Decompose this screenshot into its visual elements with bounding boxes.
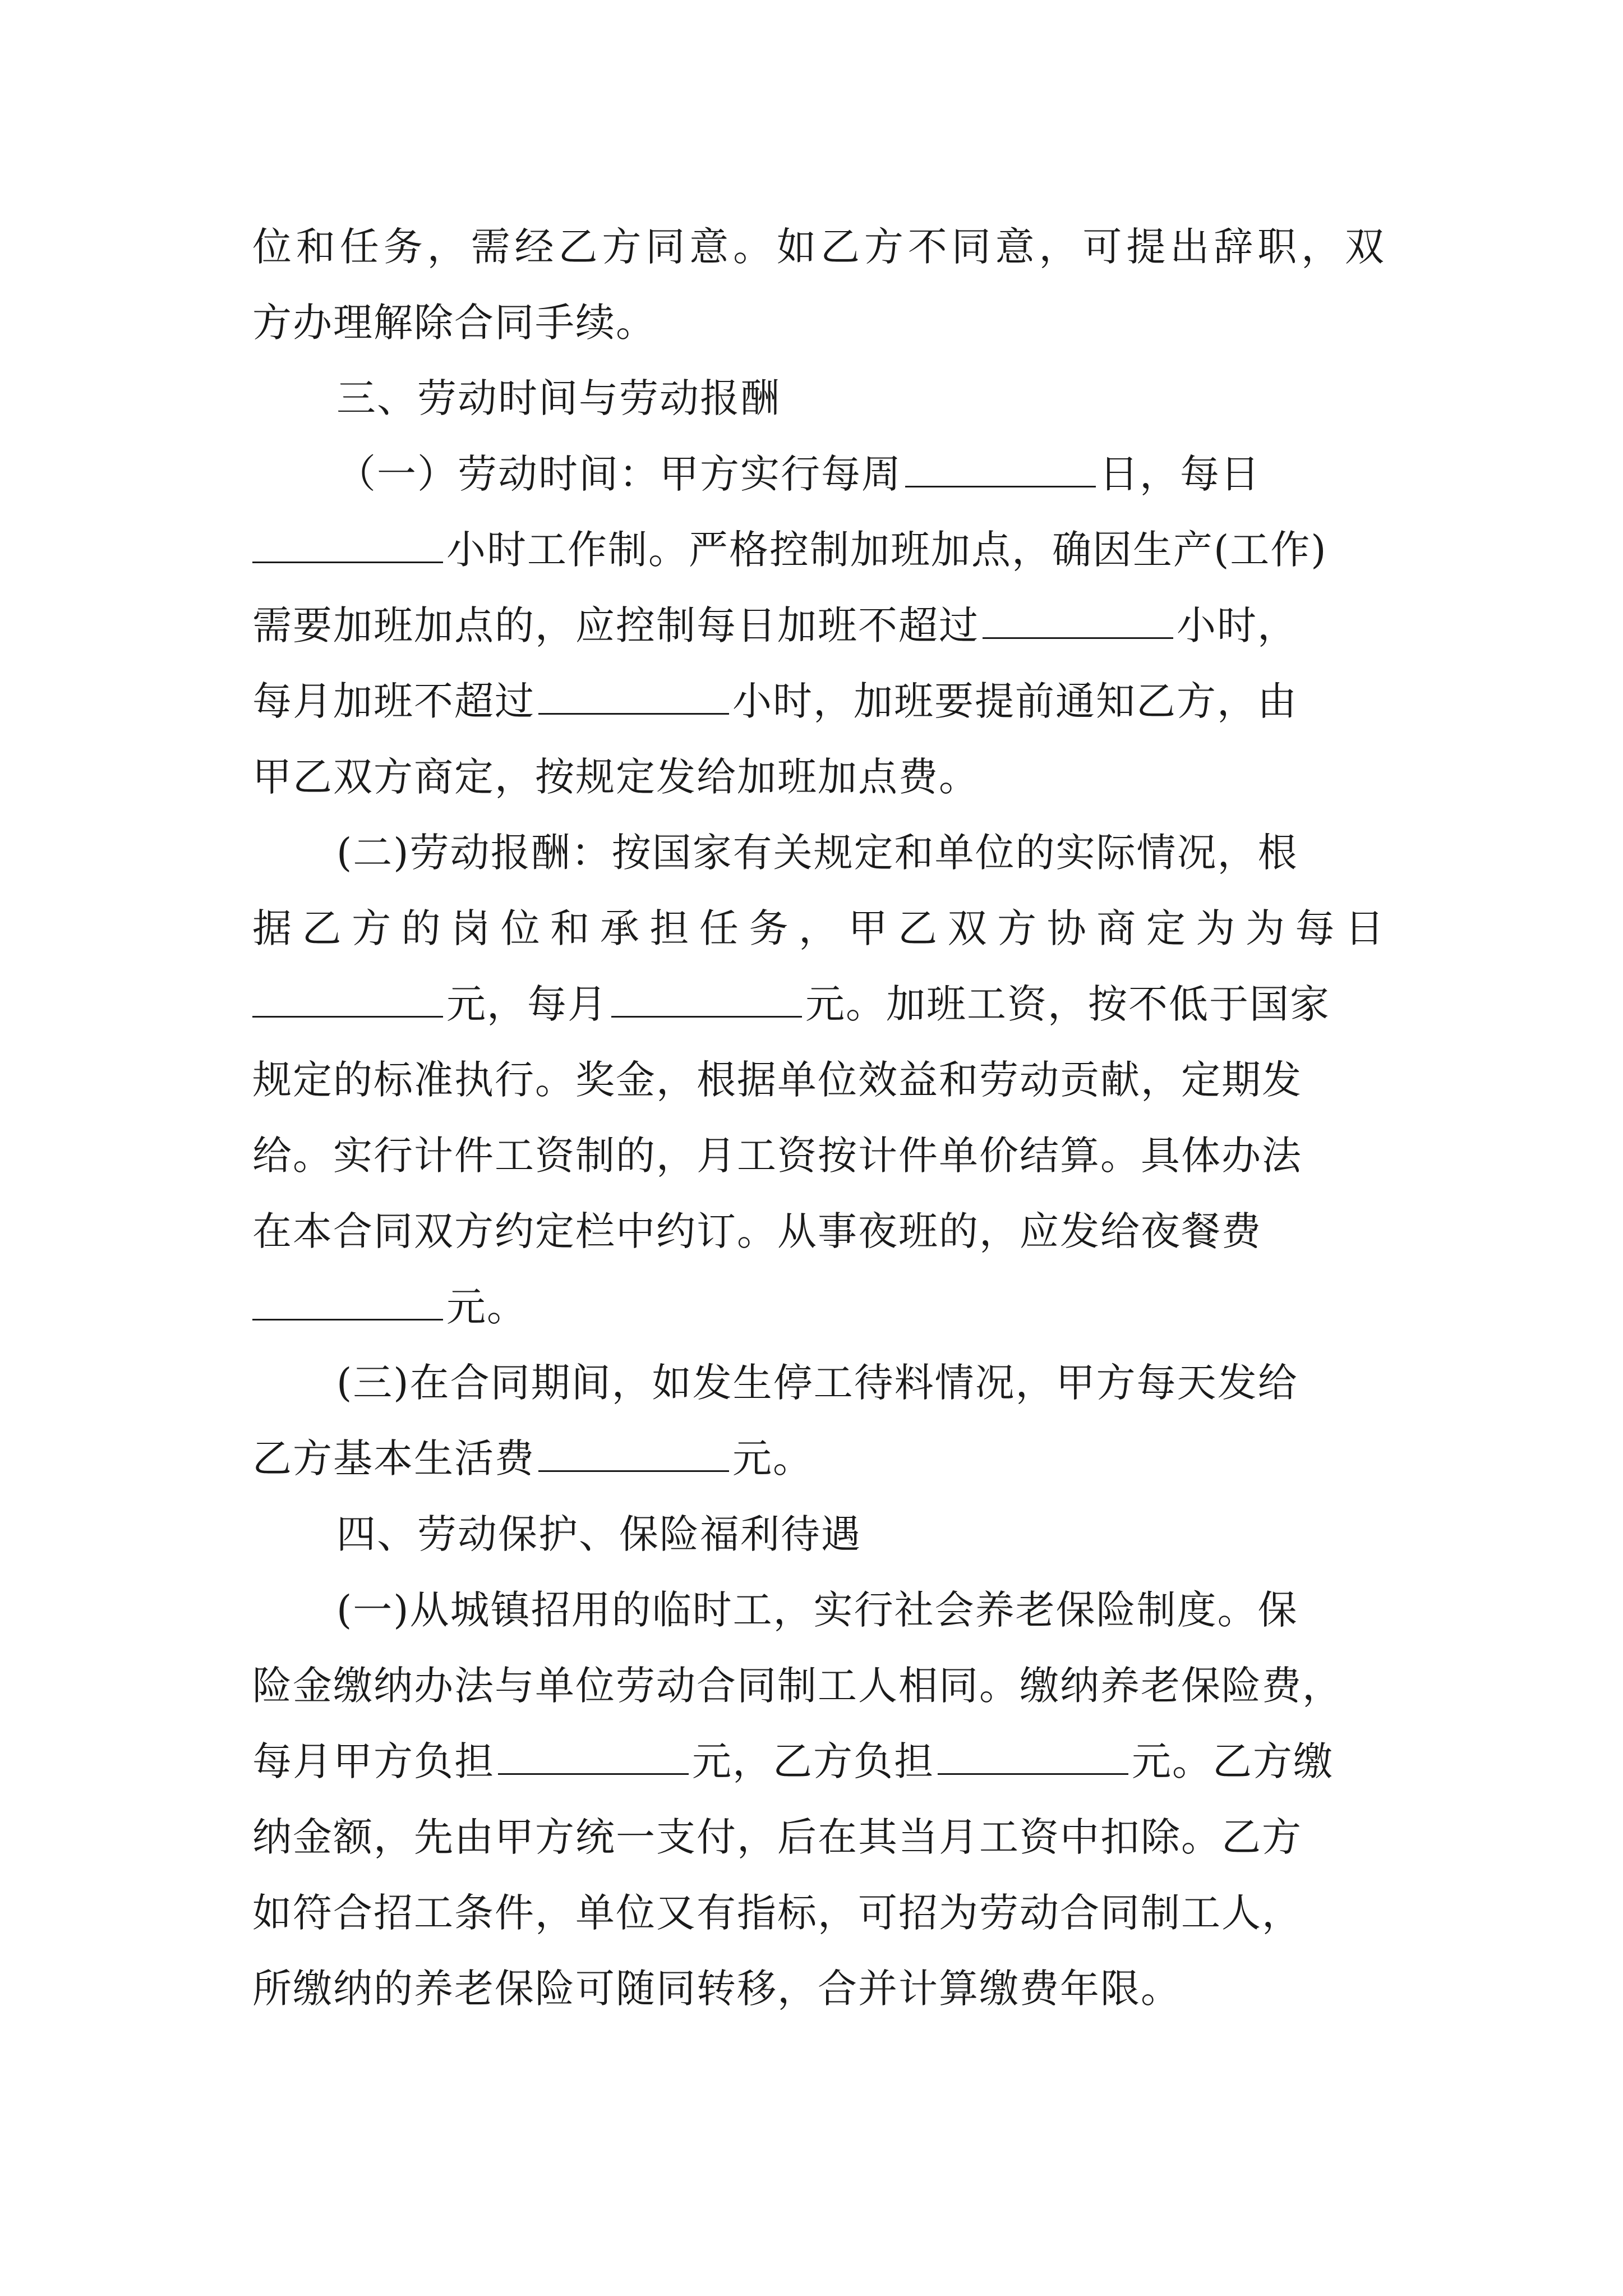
paragraph-line [336, 435, 1385, 513]
line-text: 每月甲方负担 [252, 1738, 495, 1784]
line-text: 甲乙双方商定，按规定发给加班加点费。 [252, 754, 979, 800]
line-text: 元。加班工资，按不低于国家 [805, 981, 1330, 1027]
paragraph-line [252, 1041, 1385, 1119]
fill-in-blank [538, 673, 729, 715]
line-text: 纳金额，先由甲方统一支付，后在其当月工资中扣除。乙方 [252, 1814, 1302, 1860]
paragraph-line [252, 662, 1385, 740]
paragraph-line [336, 1343, 1385, 1422]
fill-in-blank [252, 976, 443, 1018]
heading-text: 三、劳动时间与劳动报酬 [336, 375, 781, 421]
paragraph-line [252, 1192, 1385, 1271]
paragraph-line [252, 1874, 1385, 1952]
line-text: 元，乙方负担 [692, 1738, 934, 1784]
line-text: 给。实行计件工资制的，月工资按计件单价结算。具体办法 [252, 1133, 1302, 1179]
paragraph-line [252, 965, 1385, 1043]
line-text: （一）劳动时间：甲方实行每周 [336, 451, 902, 497]
paragraph-line [252, 1798, 1385, 1876]
line-text: 小时，加班要提前通知乙方，由 [732, 678, 1298, 724]
paragraph-line [252, 586, 1385, 665]
paragraph-line [252, 1268, 1385, 1346]
paragraph-line [252, 738, 1385, 816]
fill-in-blank [983, 597, 1173, 639]
heading-text: 四、劳动保护、保险福利待遇 [336, 1511, 861, 1557]
paragraph-line [336, 813, 1385, 892]
section-heading [336, 359, 1469, 438]
line-text: 据乙方的岗位和承担任务，甲乙双方协商定为为每日 [252, 905, 1385, 951]
line-text: 规定的标准执行。奖金，根据单位效益和劳动贡献，定期发 [252, 1057, 1302, 1103]
line-text: 需要加班加点的，应控制每日加班不超过 [252, 602, 979, 648]
line-text: 位和任务，需经乙方同意。如乙方不同意，可提出辞职，双 [252, 224, 1385, 270]
line-text: 所缴纳的养老保险可随同转移，合并计算缴费年限。 [252, 1966, 1181, 2012]
fill-in-blank [498, 1733, 689, 1775]
line-text: 在本合同双方约定栏中约订。从事夜班的，应发给夜餐费 [252, 1208, 1262, 1254]
line-text: 如符合招工条件，单位又有指标，可招为劳动合同制工人， [252, 1890, 1302, 1936]
paragraph-line [252, 1646, 1385, 1725]
line-text: (二)劳动报酬：按国家有关规定和单位的实际情况，根 [336, 830, 1298, 876]
line-text: 日，每日 [1099, 451, 1261, 497]
paragraph-line [252, 1722, 1385, 1801]
paragraph-line [252, 283, 1385, 362]
paragraph-line [252, 1116, 1385, 1195]
fill-in-blank [905, 445, 1096, 487]
paragraph-line [252, 208, 1385, 286]
fill-in-blank [252, 1278, 443, 1320]
line-text: 元。 [732, 1435, 813, 1481]
line-text: (一)从城镇招用的临时工，实行社会养老保险制度。保 [336, 1587, 1298, 1633]
line-text: 小时工作制。严格控制加班加点，确因生产(工作) [446, 527, 1327, 573]
line-text: 险金缴纳办法与单位劳动合同制工人相同。缴纳养老保险费， [252, 1663, 1343, 1709]
fill-in-blank [611, 976, 802, 1018]
line-text: 每月加班不超过 [252, 678, 535, 724]
line-text: (三)在合同期间，如发生停工待料情况，甲方每天发给 [336, 1360, 1298, 1406]
line-text: 方办理解除合同手续。 [252, 300, 656, 346]
fill-in-blank [252, 521, 443, 563]
paragraph-line [252, 889, 1385, 968]
paragraph-line [252, 510, 1385, 589]
line-text: 小时， [1177, 602, 1298, 648]
paragraph-line [252, 1419, 1385, 1498]
paragraph-line [336, 1571, 1385, 1649]
fill-in-blank [538, 1430, 729, 1472]
line-text: 元，每月 [446, 981, 608, 1027]
line-text: 乙方基本生活费 [252, 1435, 535, 1481]
section-heading [336, 1495, 1469, 1573]
line-text: 元。乙方缴 [1132, 1738, 1334, 1784]
line-text: 元。 [446, 1284, 527, 1330]
fill-in-blank [938, 1733, 1128, 1775]
paragraph-line [252, 1949, 1385, 2028]
